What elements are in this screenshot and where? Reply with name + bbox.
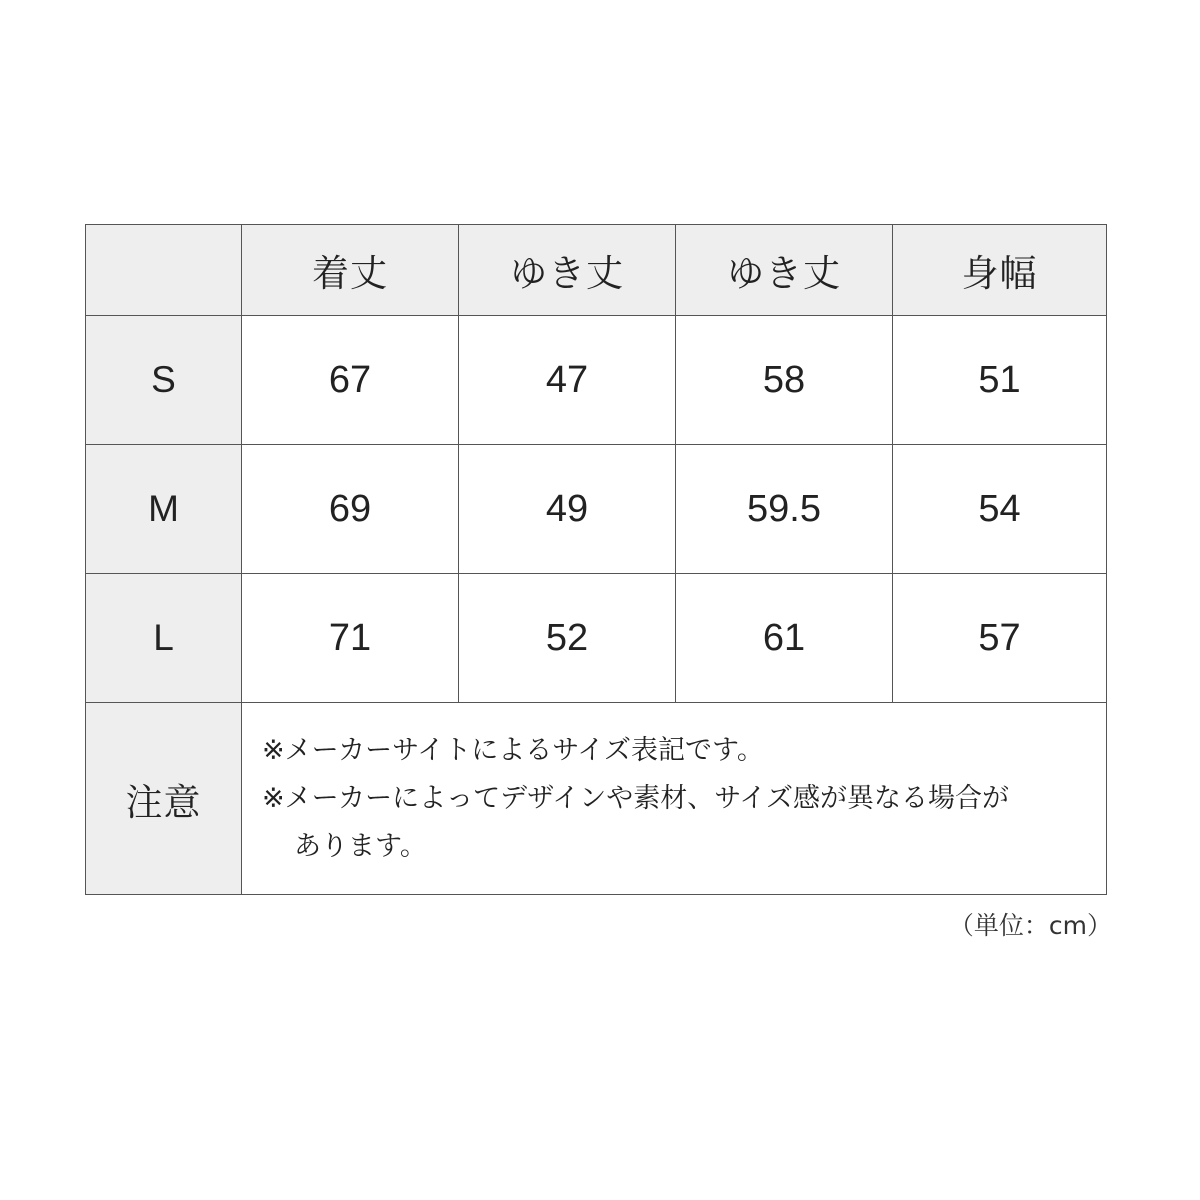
value-cell: 69: [242, 445, 459, 574]
value-cell: 52: [459, 574, 676, 703]
note-line: ※メーカーによってデザインや素材、サイズ感が異なる場合が: [262, 782, 1010, 814]
value-cell: 54: [893, 445, 1107, 574]
header-row: [86, 225, 1107, 316]
size-label-l: L: [86, 574, 242, 703]
value-cell: 51: [893, 316, 1107, 445]
value-cell: 67: [242, 316, 459, 445]
header-sleeve-length-1: ゆき丈: [459, 225, 676, 316]
value-cell: 71: [242, 574, 459, 703]
header-length: 着丈: [242, 225, 459, 316]
size-label-m: M: [86, 445, 242, 574]
size-label-s: S: [86, 316, 242, 445]
value-cell: 61: [676, 574, 893, 703]
header-width: 身幅: [893, 225, 1107, 316]
value-cell: 57: [893, 574, 1107, 703]
note-body: [242, 703, 1107, 895]
size-chart-table: [85, 224, 1107, 895]
table-row-m: [86, 445, 1107, 574]
value-cell: 47: [459, 316, 676, 445]
note-line: あります。: [294, 830, 427, 862]
table-row-l: [86, 574, 1107, 703]
header-corner-cell: [86, 225, 242, 316]
table-row-s: [86, 316, 1107, 445]
header-sleeve-length-2: ゆき丈: [676, 225, 893, 316]
unit-label: （単位：cm）: [948, 911, 1112, 940]
note-line: ※メーカーサイトによるサイズ表記です。: [262, 734, 764, 766]
note-label: 注意: [86, 703, 242, 895]
value-cell: 59.5: [676, 445, 893, 574]
value-cell: 49: [459, 445, 676, 574]
note-row: [86, 703, 1107, 895]
value-cell: 58: [676, 316, 893, 445]
